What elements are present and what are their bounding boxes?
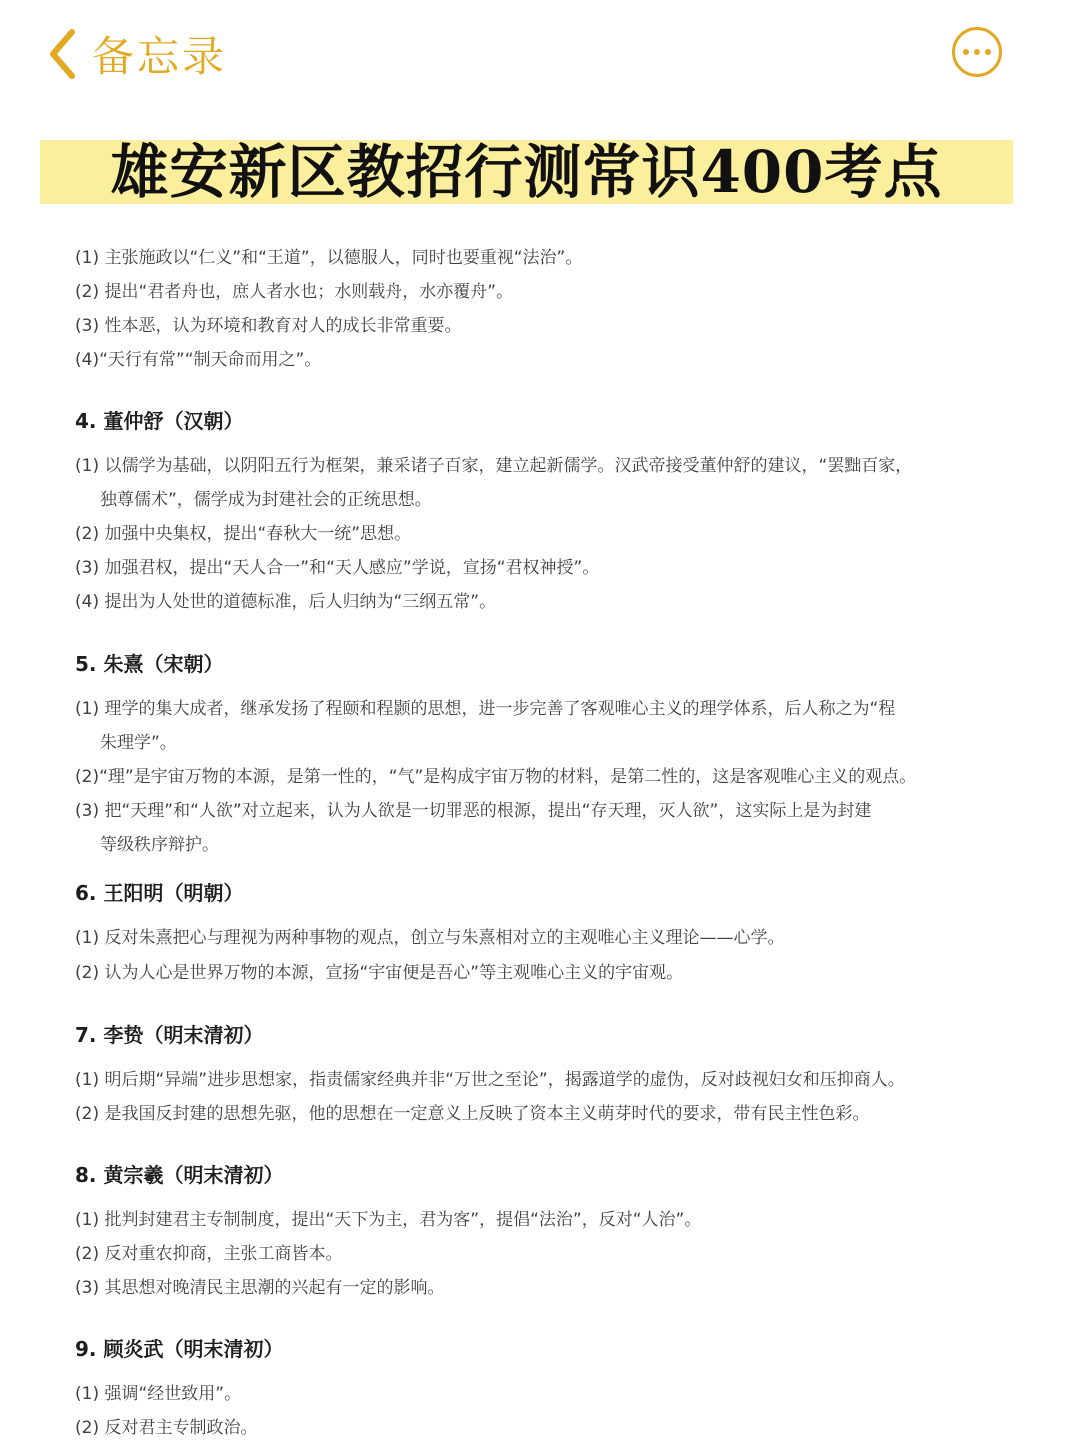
more-icon-dot bbox=[974, 49, 980, 55]
more-icon bbox=[963, 49, 969, 55]
list-item: (1) 以儒学为基础，以阴阳五行为框架，兼采诸子百家，建立起新儒学。汉武帝接受董仲舒的建议，“罢黜百家， bbox=[75, 456, 913, 476]
back-label: 备忘录 bbox=[92, 32, 228, 81]
list-item: (2) 反对君主专制政治。 bbox=[75, 1418, 258, 1438]
list-item: (2) 认为人心是世界万物的本源，宣扬“宇宙便是吾心”等主观唯心主义的宇宙观。 bbox=[75, 963, 684, 983]
list-item: (4) 提出为人处世的道德标准，后人归纳为“三纲五常”。 bbox=[75, 592, 497, 612]
list-item: (1) 理学的集大成者，继承发扬了程颐和程颢的思想，进一步完善了客观唯心主义的理学体系，后人称之为“程 bbox=[75, 699, 896, 719]
list-item: (2) 提出“君者舟也，庶人者水也；水则载舟，水亦覆舟”。 bbox=[75, 282, 514, 302]
section-heading: 9. 顾炎武（明末清初） bbox=[75, 1337, 284, 1361]
list-item: (1) 强调“经世致用”。 bbox=[75, 1384, 242, 1404]
more-options-button[interactable] bbox=[952, 27, 1002, 77]
section-heading: 7. 李贽（明末清初） bbox=[75, 1023, 264, 1047]
section-heading: 8. 黄宗羲（明末清初） bbox=[75, 1163, 284, 1187]
back-button[interactable] bbox=[46, 26, 227, 82]
list-item: (2) 反对重农抑商，主张工商皆本。 bbox=[75, 1244, 343, 1264]
list-item: (1) 主张施政以“仁义”和“王道”，以德服人，同时也要重视“法治”。 bbox=[75, 248, 583, 268]
list-item: (2) 加强中央集权，提出“春秋大一统”思想。 bbox=[75, 524, 412, 544]
list-item: (2)“理”是宇宙万物的本源，是第一性的，“气”是构成宇宙万物的材料，是第二性的，这是客观唯心主义的观点。 bbox=[75, 767, 917, 787]
list-item: (4)“天行有常”“制天命而用之”。 bbox=[75, 350, 322, 370]
top-bar bbox=[0, 0, 1080, 110]
list-item: 朱理学”。 bbox=[100, 733, 177, 753]
list-item: (3) 其思想对晚清民主思潮的兴起有一定的影响。 bbox=[75, 1278, 445, 1298]
page-title: 雄安新区教招行测常识400考点 bbox=[110, 138, 943, 206]
chevron-left-icon bbox=[46, 27, 78, 81]
section-heading: 6. 王阳明（明朝） bbox=[75, 881, 244, 905]
list-item: 独尊儒术”，儒学成为封建社会的正统思想。 bbox=[100, 490, 432, 510]
list-item: (3) 把“天理”和“人欲”对立起来，认为人欲是一切罪恶的根源，提出“存天理，灭人欲”，这实际上是为封建 bbox=[75, 801, 872, 821]
list-item: (1) 反对朱熹把心与理视为两种事物的观点，创立与朱熹相对立的主观唯心主义理论——心学。 bbox=[75, 928, 785, 948]
list-item: (1) 明后期“异端”进步思想家，指责儒家经典并非“万世之至论”，揭露道学的虚伪，反对歧视妇女和压抑商人。 bbox=[75, 1070, 905, 1090]
section-heading: 4. 董仲舒（汉朝） bbox=[75, 409, 244, 433]
list-item: (3) 性本恶，认为环境和教育对人的成长非常重要。 bbox=[75, 316, 462, 336]
more-icon-dot bbox=[985, 49, 991, 55]
section-heading: 5. 朱熹（宋朝） bbox=[75, 652, 224, 676]
list-item: (3) 加强君权，提出“天人合一”和“天人感应”学说，宣扬“君权神授”。 bbox=[75, 558, 600, 578]
list-item: (1) 批判封建君主专制制度，提出“天下为主，君为客”，提倡“法治”，反对“人治”。 bbox=[75, 1210, 702, 1230]
list-item: 等级秩序辩护。 bbox=[100, 835, 219, 855]
list-item: (2) 是我国反封建的思想先驱，他的思想在一定意义上反映了资本主义萌芽时代的要求，带有民主性色彩。 bbox=[75, 1104, 870, 1124]
